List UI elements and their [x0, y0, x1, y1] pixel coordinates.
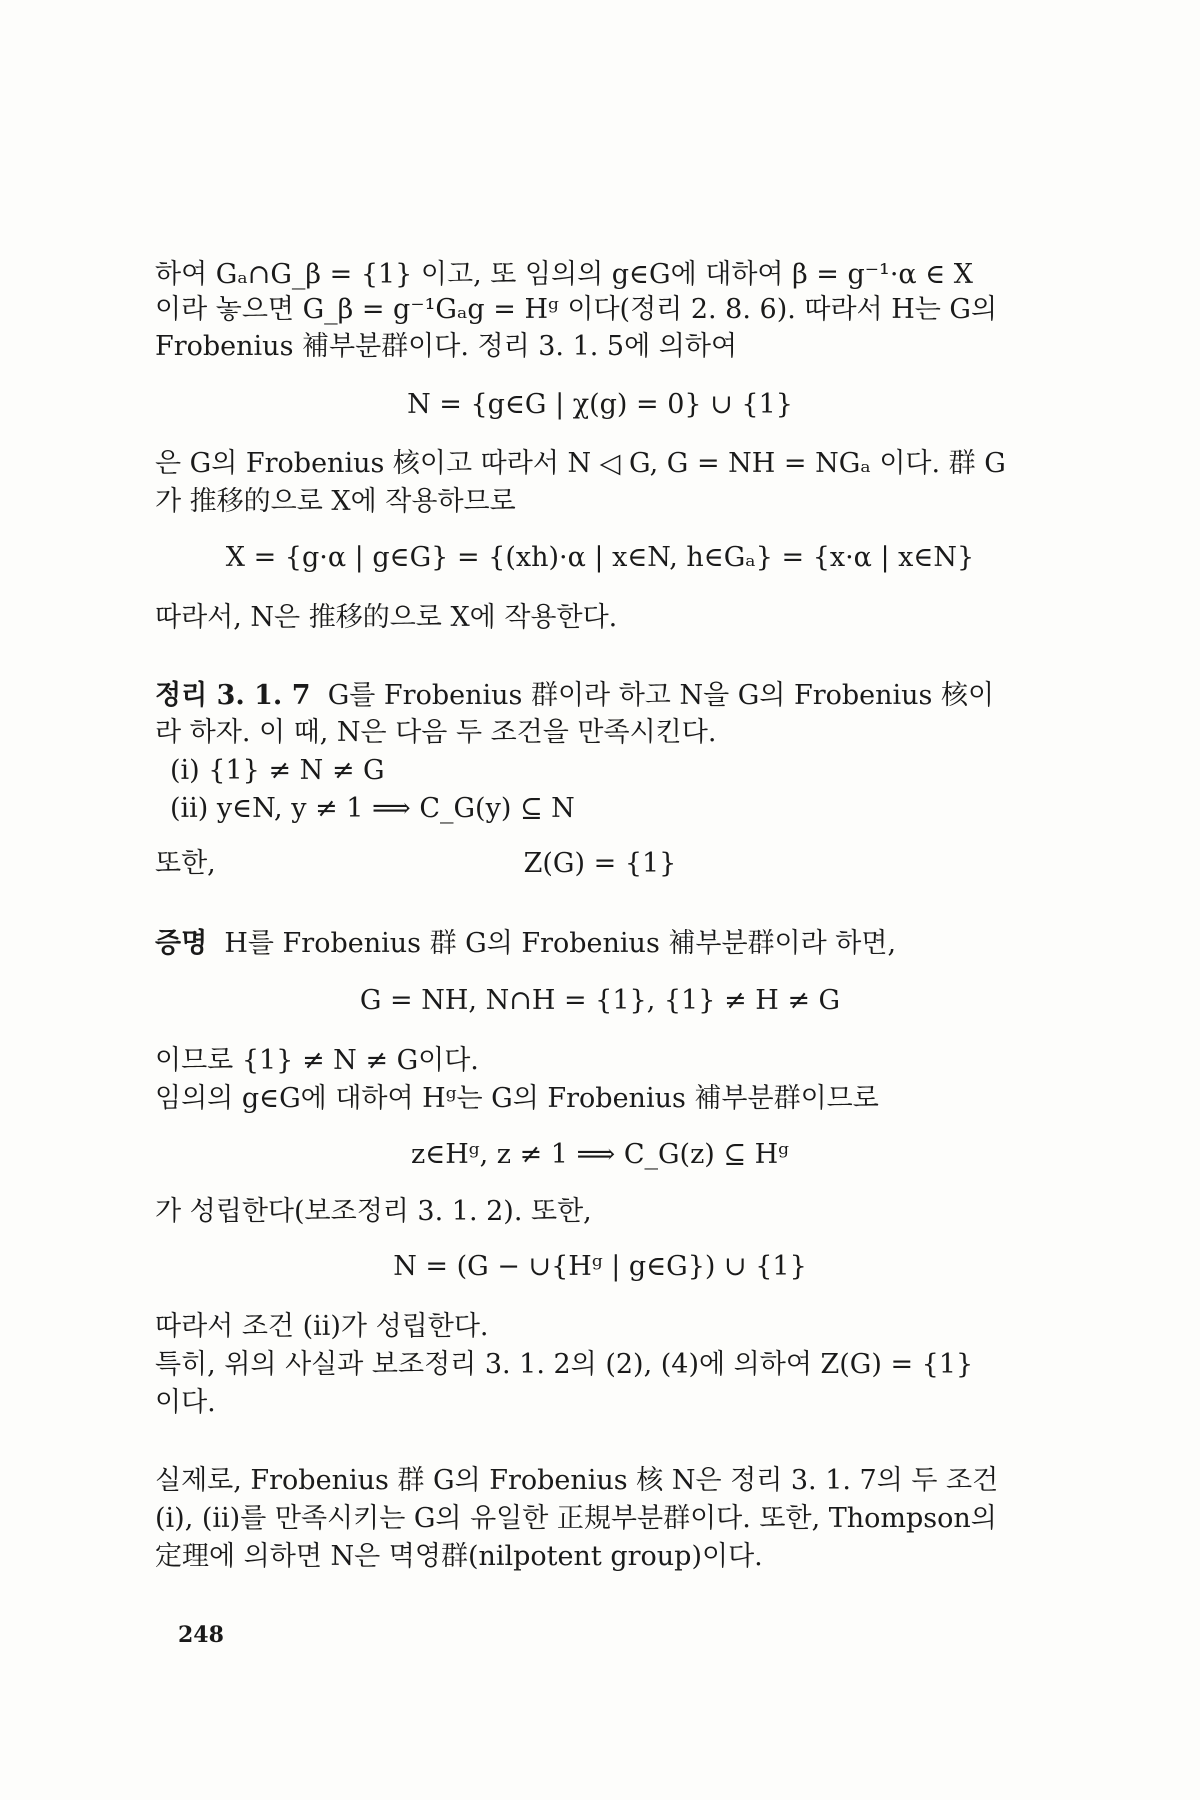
theorem-first-line [155, 679, 1045, 713]
page-number: 248 [178, 1622, 224, 1648]
proof-text: H를 Frobenius 群 G의 Frobenius 補부분群이라 하면, [224, 928, 897, 959]
text-line: 이다. [155, 1387, 216, 1418]
text-line: 하여 Gₐ∩G_β = {1} 이고, 또 임의의 g∈G에 대하여 β = g⁻¹·α ∈ X [155, 259, 974, 290]
text-line: 은 G의 Frobenius 核이고 따라서 N ◁ G, G = NH = NGₐ 이다. 群 G [155, 448, 1006, 479]
text-line: 따라서, N은 推移的으로 X에 작용한다. [155, 602, 618, 633]
equation: Z(G) = {1} [523, 848, 677, 879]
text-line: 따라서 조건 (ii)가 성립한다. [155, 1311, 489, 1342]
text-line: 실제로, Frobenius 群 G의 Frobenius 核 N은 정리 3. 1. 7의 두 조건 [155, 1465, 999, 1496]
condition-item: (i) {1} ≠ N ≠ G [170, 755, 385, 786]
text-line: 이라 놓으면 G_β = g⁻¹Gₐg = Hᵍ 이다(정리 2. 8. 6). 따라서 H는 G의 [155, 294, 998, 325]
text-line: 가 성립한다(보조정리 3. 1. 2). 또한, [155, 1196, 592, 1227]
text-line: 가 推移的으로 X에 작용하므로 [155, 486, 516, 517]
proof-label: 증명 [155, 928, 208, 959]
equation: N = {g∈G | χ(g) = 0} ∪ {1} [407, 389, 793, 420]
equation: G = NH, N∩H = {1}, {1} ≠ H ≠ G [359, 985, 841, 1016]
text-line: 특히, 위의 사실과 보조정리 3. 1. 2의 (2), (4)에 의하여 Z(G) = {1} [155, 1349, 974, 1380]
theorem-text: G를 Frobenius 群이라 하고 N을 G의 Frobenius 核이 [327, 680, 995, 711]
text-line: 라 하자. 이 때, N은 다음 두 조건을 만족시킨다. [155, 717, 717, 748]
condition-item: (ii) y∈N, y ≠ 1 ⟹ C_G(y) ⊆ N [170, 793, 575, 824]
theorem-label: 정리 3. 1. 7 [155, 680, 311, 711]
equation: z∈Hᵍ, z ≠ 1 ⟹ C_G(z) ⊆ Hᵍ [411, 1139, 789, 1170]
text-line: 定理에 의하면 N은 멱영群(nilpotent group)이다. [155, 1541, 763, 1572]
equation: N = (G − ∪{Hᵍ | g∈G}) ∪ {1} [393, 1251, 807, 1282]
text-line: (i), (ii)를 만족시키는 G의 유일한 正規부분群이다. 또한, Thompson의 [155, 1503, 997, 1534]
text-line: Frobenius 補부분群이다. 정리 3. 1. 5에 의하여 [155, 331, 738, 362]
text-line: 임의의 g∈G에 대하여 Hᵍ는 G의 Frobenius 補부분群이므로 [155, 1083, 879, 1114]
text-line: 이므로 {1} ≠ N ≠ G이다. [155, 1045, 479, 1076]
equation: X = {g·α | g∈G} = {(xh)·α | x∈N, h∈Gₐ} = {x·α | x∈N} [225, 542, 975, 573]
proof-first-line [155, 927, 1045, 961]
also-label: 또한, [155, 848, 216, 879]
